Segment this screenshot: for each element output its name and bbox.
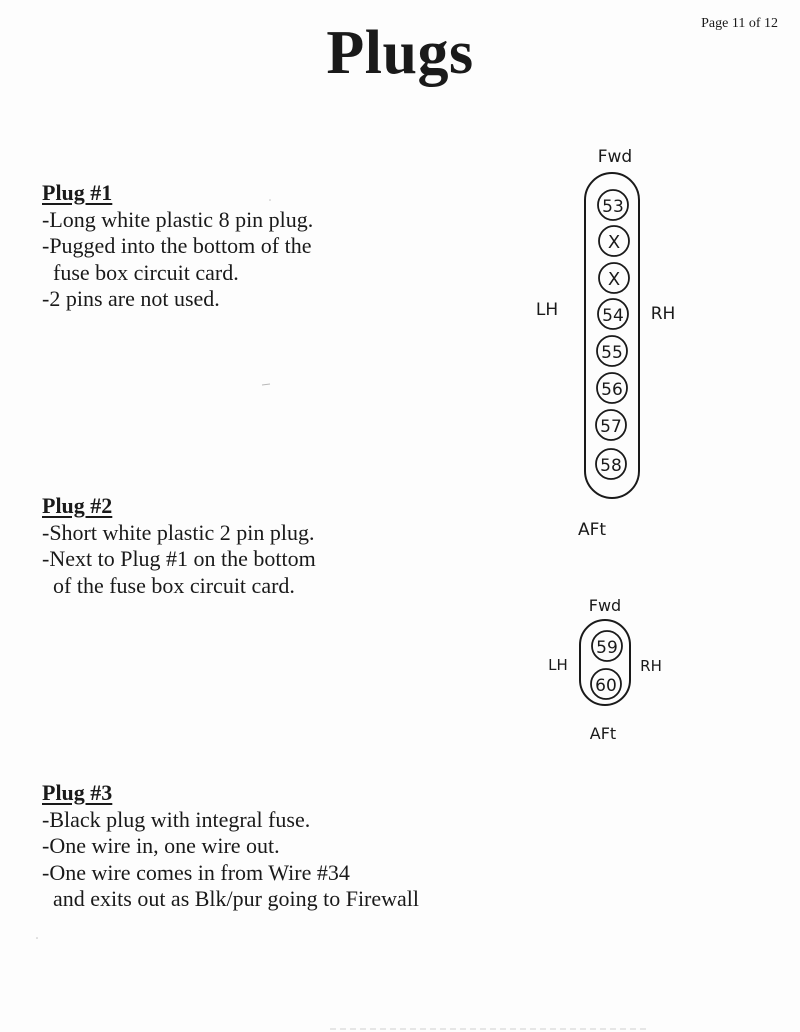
plug-3-line: -One wire in, one wire out.: [42, 833, 280, 858]
plug-2-line: -Next to Plug #1 on the bottom: [42, 546, 316, 571]
pin-label: 59: [596, 638, 618, 658]
pin-label: 60: [595, 676, 617, 696]
plug-3-line: -One wire comes in from Wire #34: [42, 859, 350, 885]
plug-1-line: -2 pins are not used.: [42, 286, 220, 311]
plug-2-line: of the fuse box circuit card.: [53, 572, 295, 598]
plug-1-rh-label: RH: [650, 304, 676, 324]
pin-label: 53: [602, 197, 624, 217]
plug-1-line: -Long white plastic 8 pin plug.: [42, 206, 314, 232]
plug-2-fwd-label: Fwd: [588, 596, 622, 615]
page-number: Page 11 of 12: [701, 16, 778, 31]
plug-1-line: fuse box circuit card.: [53, 259, 239, 285]
plug-3-line: and exits out as Blk/pur going to Firewall: [53, 886, 420, 911]
plug-3-heading: Plug #3: [42, 780, 113, 805]
plug-1-fwd-label: Fwd: [597, 147, 633, 167]
plug-2-heading: Plug #2: [42, 493, 113, 518]
pin-label: 56: [601, 380, 623, 400]
plug-3-line: -Black plug with integral fuse.: [42, 806, 311, 832]
plug-1-line: -Pugged into the bottom of the: [42, 233, 312, 258]
pin-label: 58: [600, 456, 622, 476]
pin-label: 57: [600, 417, 622, 437]
plug-1-aft-label: AFt: [577, 520, 607, 540]
pin-label: 55: [601, 343, 623, 363]
plug-1-lh-label: LH: [535, 300, 559, 320]
unused-pin-x-mark: X: [607, 232, 621, 253]
unused-pin-x-mark: X: [607, 269, 621, 290]
plug-2-aft-label: AFt: [589, 724, 617, 743]
pin-label: 54: [602, 306, 624, 326]
plug-2-rh-label: RH: [640, 657, 662, 675]
page-title: Plugs: [326, 19, 474, 87]
plug-2-lh-label: LH: [548, 656, 568, 674]
plug-2-line: -Short white plastic 2 pin plug.: [42, 519, 315, 545]
plug-1-heading: Plug #1: [42, 180, 113, 205]
